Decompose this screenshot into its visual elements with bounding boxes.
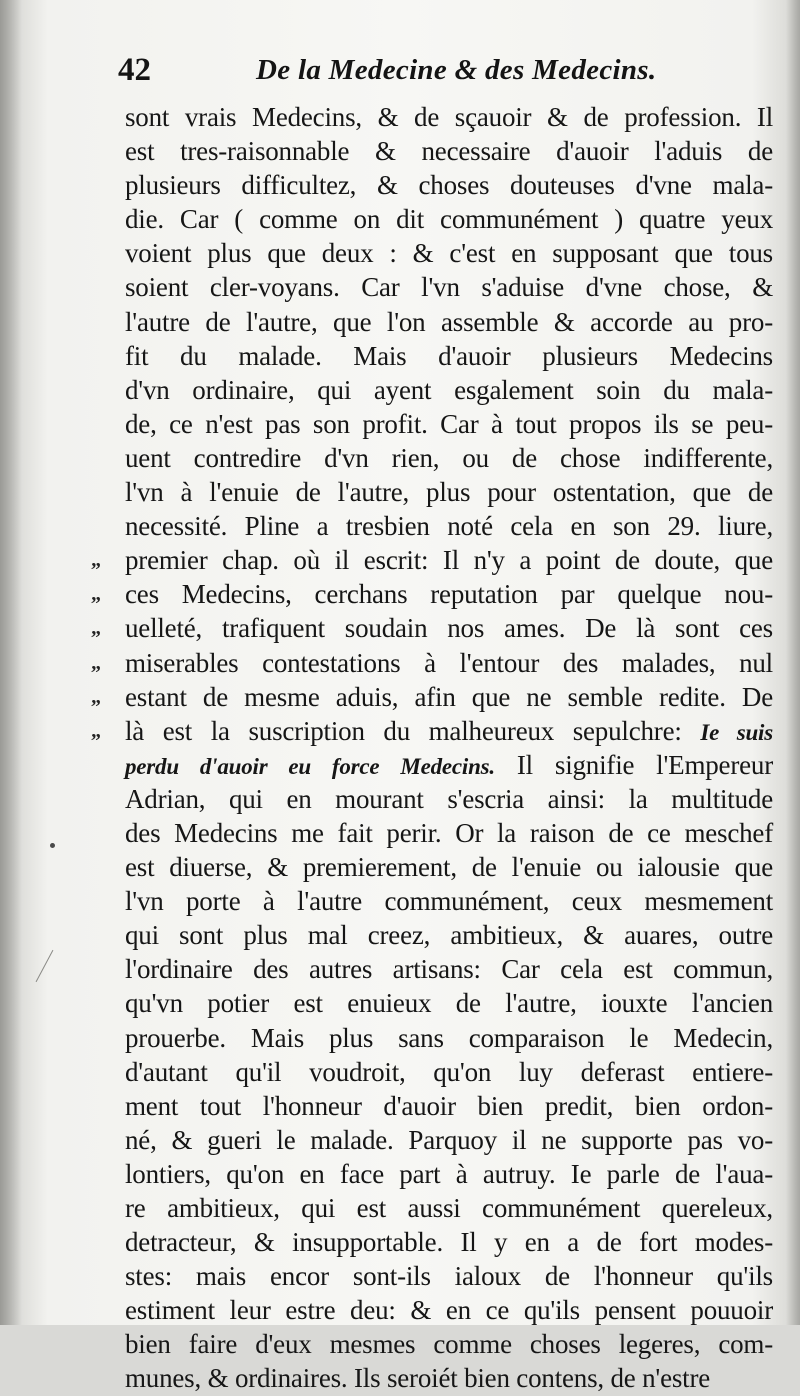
line-text: là est la suscription du malheureux sepulchre: (125, 715, 682, 746)
line-text: des Medecins me fait perir. Or la raison de ce meschef (125, 817, 773, 848)
running-title: De la Medecine & des Medecins. (256, 54, 657, 86)
line-text: de, ce n'est pas son profit. Car à tout propos ils se peu- (125, 408, 773, 439)
ink-speck (50, 843, 55, 848)
line-text: né, & gueri le malade. Parquoy il ne supporte pas vo- (125, 1124, 773, 1155)
text-line (125, 236, 773, 270)
text-line (125, 1089, 773, 1123)
line-text: qui sont plus mal creez, ambitieux, & auares, outre (125, 920, 773, 951)
text-line (125, 475, 773, 509)
line-text: die. Car ( comme on dit communément ) quatre yeux (125, 204, 773, 235)
line-text: premier chap. où il escrit: Il n'y a point de doute, que (125, 545, 773, 576)
quotation-marker: „ (91, 719, 101, 742)
text-line (125, 270, 773, 304)
text-line (125, 134, 773, 168)
text-line (125, 373, 773, 407)
italic-quotation: perdu d'auoir eu force Medecins. (125, 753, 495, 779)
line-text: ment tout l'honneur d'auoir bien predit, bien ordon- (125, 1090, 773, 1121)
line-text: l'vn porte à l'autre communément, ceux mesmement (125, 886, 773, 917)
text-line (125, 202, 773, 236)
line-text: d'autant qu'il voudroit, qu'on luy deferast entiere- (125, 1056, 773, 1087)
quotation-marker: „ (91, 685, 101, 708)
text-line (91, 714, 773, 748)
text-line (125, 952, 773, 986)
text-line (125, 509, 773, 543)
running-head (118, 52, 658, 96)
line-text: Adrian, qui en mourant s'escria ainsi: la multitude (125, 783, 773, 814)
line-text: l'ordinaire des autres artisans: Car cela est commun, (125, 954, 773, 985)
text-line (125, 305, 773, 339)
text-line (125, 441, 773, 475)
text-line (125, 884, 773, 918)
line-text: stes: mais encor sont-ils ialoux de l'honneur qu'ils (125, 1261, 773, 1292)
line-text: d'vn ordinaire, qui ayent esgalement soin du mala- (125, 374, 773, 405)
line-text: voient plus que deux : & c'est en supposant que tous (125, 238, 773, 269)
line-text: uent contredire d'vn rien, ou de chose indifferente, (125, 442, 773, 473)
quotation-marker: „ (91, 583, 101, 606)
text-line (125, 918, 773, 952)
text-line (125, 1191, 773, 1225)
text-line (125, 1123, 773, 1157)
line-text: l'vn à l'enuie de l'autre, plus pour ostentation, que de (125, 477, 773, 508)
text-line (125, 986, 773, 1020)
line-text: miserables contestations à l'entour des malades, nul (125, 647, 773, 678)
text-line (125, 850, 773, 884)
text-line (125, 1259, 773, 1293)
text-line (91, 611, 773, 645)
text-line (125, 748, 773, 782)
line-text: detracteur, & insupportable. Il y en a de fort modes- (125, 1227, 773, 1258)
text-line (125, 100, 773, 134)
quotation-marker: „ (91, 549, 101, 572)
line-text: estant de mesme aduis, afin que ne semble redite. De (125, 681, 773, 712)
line-text: munes, & ordinaires. Ils seroiét bien contens, de n'estre (125, 1363, 711, 1394)
line-text: re ambitieux, qui est aussi communément quereleux, (125, 1193, 773, 1223)
line-text: necessité. Pline a tresbien noté cela en son 29. liure, (125, 511, 773, 542)
line-text: plusieurs difficultez, & choses douteuses d'vne mala- (125, 170, 773, 201)
line-text: est diuerse, & premierement, de l'enuie ou ialousie que (125, 852, 773, 883)
text-line (125, 816, 773, 850)
page-number: 42 (118, 52, 151, 88)
line-text: soient cler-voyans. Car l'vn s'aduise d'vne chose, & (125, 272, 773, 303)
text-line (91, 577, 773, 611)
text-line (125, 782, 773, 816)
text-line (125, 339, 773, 373)
italic-quotation: Ie suis (700, 719, 773, 745)
line-text: prouerbe. Mais plus sans comparaison le Medecin, (125, 1022, 773, 1053)
paper-fiber (36, 950, 54, 982)
quotation-marker: „ (91, 651, 101, 674)
text-line (125, 1361, 773, 1395)
text-line (125, 407, 773, 441)
text-line (125, 1293, 773, 1327)
text-line (91, 680, 773, 714)
text-line (125, 168, 773, 202)
text-line (125, 1021, 773, 1055)
line-text: bien faire d'eux mesmes comme choses legeres, com- (125, 1329, 773, 1360)
line-text: est tres-raisonnable & necessaire d'auoir l'aduis de (125, 136, 773, 167)
body-text (91, 100, 775, 1396)
text-line (91, 646, 773, 680)
text-line (125, 1157, 773, 1191)
line-text: lontiers, qu'on en face part à autruy. Ie parle de l'aua- (125, 1158, 773, 1189)
line-text: ces Medecins, cerchans reputation par quelque nou- (125, 579, 773, 610)
quotation-marker: „ (91, 617, 101, 640)
line-text: Il signifie l'Empereur (516, 749, 773, 780)
line-text: qu'vn potier est enuieux de l'autre, iouxte l'ancien (125, 988, 773, 1019)
line-text: l'autre de l'autre, que l'on assemble & accorde au pro- (125, 306, 773, 337)
text-line (125, 1225, 773, 1259)
text-line (91, 543, 773, 577)
line-text: estiment leur estre deu: & en ce qu'ils pensent pouuoir (125, 1295, 773, 1326)
line-text: fit du malade. Mais d'auoir plusieurs Medecins (125, 340, 773, 371)
line-text: sont vrais Medecins, & de sçauoir & de profession. Il (125, 102, 773, 132)
line-text: uelleté, trafiquent soudain nos ames. De là sont ces (125, 613, 773, 644)
text-line (125, 1055, 773, 1089)
text-line (125, 1327, 773, 1361)
